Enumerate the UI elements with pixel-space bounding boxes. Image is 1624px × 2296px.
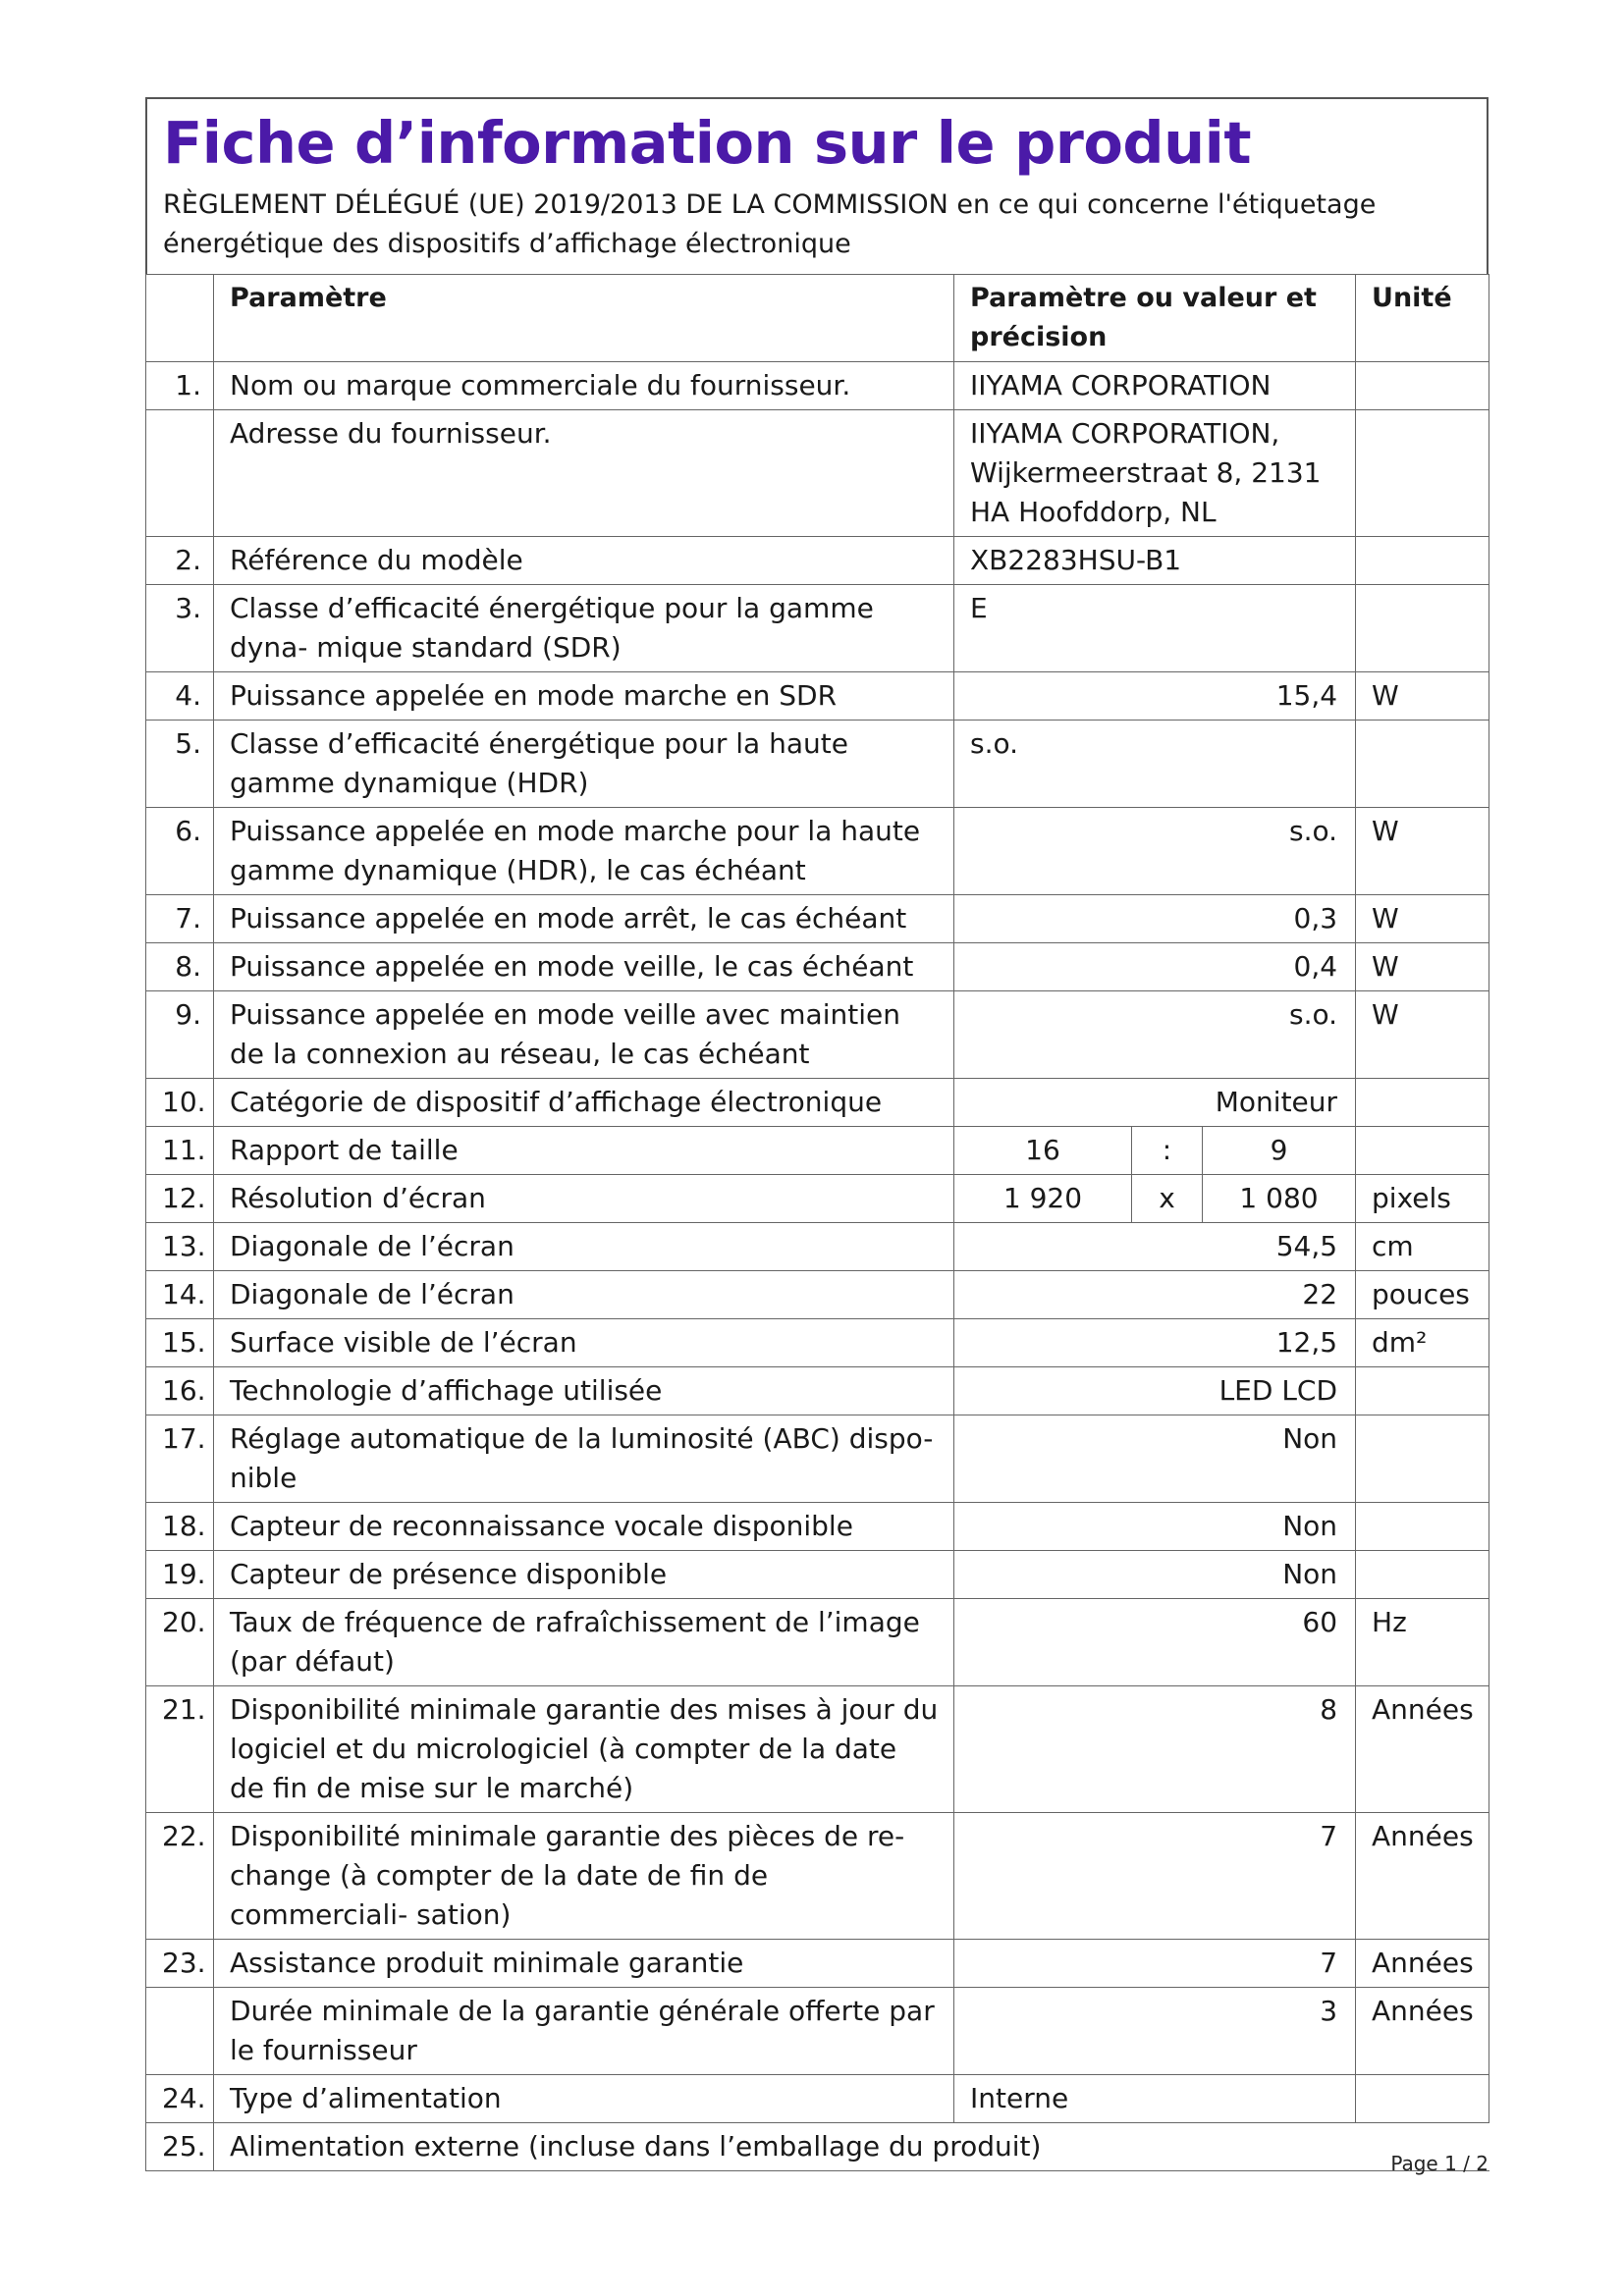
row-value: Interne — [954, 2075, 1356, 2123]
table-row — [146, 2123, 1489, 2171]
table-row — [146, 808, 1489, 895]
table-row — [146, 991, 1489, 1079]
row-parameter: Assistance produit minimale garantie — [214, 1940, 954, 1988]
row-number: 8. — [146, 943, 214, 991]
row-parameter: Capteur de présence disponible — [214, 1551, 954, 1599]
row-unit — [1356, 537, 1489, 585]
table-row — [146, 1415, 1489, 1503]
table-row — [146, 585, 1489, 672]
row-number: 5. — [146, 721, 214, 808]
row-value-first: 1 920 — [954, 1175, 1132, 1223]
table-row — [146, 537, 1489, 585]
row-value: Non — [954, 1551, 1356, 1599]
row-unit: W — [1356, 991, 1489, 1079]
row-unit — [1356, 2075, 1489, 2123]
table-row — [146, 1127, 1489, 1175]
row-unit: W — [1356, 943, 1489, 991]
row-value: 3 — [954, 1988, 1356, 2075]
table-row — [146, 895, 1489, 943]
row-parameter: Nom ou marque commerciale du fournisseur. — [214, 362, 954, 410]
row-number: 18. — [146, 1503, 214, 1551]
row-number: 9. — [146, 991, 214, 1079]
row-unit — [1356, 1127, 1489, 1175]
table-row — [146, 1686, 1489, 1813]
row-parameter: Surface visible de l’écran — [214, 1319, 954, 1367]
row-number: 13. — [146, 1223, 214, 1271]
row-number: 21. — [146, 1686, 214, 1813]
row-number: 17. — [146, 1415, 214, 1503]
row-number: 22. — [146, 1813, 214, 1940]
row-number: 25. — [146, 2123, 214, 2171]
row-unit: Années — [1356, 1686, 1489, 1813]
row-parameter: Classe d’efficacité énergétique pour la gamme dyna- mique standard (SDR) — [214, 585, 954, 672]
row-parameter: Alimentation externe (incluse dans l’emballage du produit) — [214, 2123, 1489, 2171]
table-row — [146, 672, 1489, 721]
row-unit — [1356, 1367, 1489, 1415]
row-parameter: Référence du modèle — [214, 537, 954, 585]
row-parameter: Puissance appelée en mode arrêt, le cas échéant — [214, 895, 954, 943]
row-parameter: Classe d’efficacité énergétique pour la haute gamme dynamique (HDR) — [214, 721, 954, 808]
row-value-separator: x — [1132, 1175, 1203, 1223]
row-parameter: Puissance appelée en mode veille, le cas échéant — [214, 943, 954, 991]
row-parameter: Adresse du fournisseur. — [214, 410, 954, 537]
row-parameter: Catégorie de dispositif d’affichage électronique — [214, 1079, 954, 1127]
row-unit — [1356, 410, 1489, 537]
row-value-second: 1 080 — [1203, 1175, 1356, 1223]
row-value: 60 — [954, 1599, 1356, 1686]
row-parameter: Diagonale de l’écran — [214, 1271, 954, 1319]
row-unit — [1356, 362, 1489, 410]
row-parameter: Durée minimale de la garantie générale offerte par le fournisseur — [214, 1988, 954, 2075]
table-row — [146, 1175, 1489, 1223]
row-number: 6. — [146, 808, 214, 895]
row-unit: Années — [1356, 1988, 1489, 2075]
row-value: 0,4 — [954, 943, 1356, 991]
table-row — [146, 1940, 1489, 1988]
header-param: Paramètre — [214, 275, 954, 362]
product-info-table — [145, 274, 1489, 2171]
row-value: IIYAMA CORPORATION — [954, 362, 1356, 410]
row-parameter: Puissance appelée en mode marche en SDR — [214, 672, 954, 721]
row-unit: Années — [1356, 1940, 1489, 1988]
header-value: Paramètre ou valeur et précision — [954, 275, 1356, 362]
row-parameter: Résolution d’écran — [214, 1175, 954, 1223]
row-unit — [1356, 721, 1489, 808]
row-value-second: 9 — [1203, 1127, 1356, 1175]
row-value: 7 — [954, 1940, 1356, 1988]
row-number: 1. — [146, 362, 214, 410]
row-parameter: Capteur de reconnaissance vocale disponible — [214, 1503, 954, 1551]
row-value: 15,4 — [954, 672, 1356, 721]
row-unit: cm — [1356, 1223, 1489, 1271]
table-row — [146, 410, 1489, 537]
table-row — [146, 362, 1489, 410]
row-value: 0,3 — [954, 895, 1356, 943]
row-value: 54,5 — [954, 1223, 1356, 1271]
table-row — [146, 1319, 1489, 1367]
table-row — [146, 721, 1489, 808]
row-parameter: Type d’alimentation — [214, 2075, 954, 2123]
row-number: 16. — [146, 1367, 214, 1415]
row-value: Non — [954, 1415, 1356, 1503]
row-parameter: Diagonale de l’écran — [214, 1223, 954, 1271]
table-row — [146, 1271, 1489, 1319]
row-value-first: 16 — [954, 1127, 1132, 1175]
row-number: 23. — [146, 1940, 214, 1988]
row-parameter: Technologie d’affichage utilisée — [214, 1367, 954, 1415]
row-unit — [1356, 1551, 1489, 1599]
row-number: 7. — [146, 895, 214, 943]
table-row — [146, 1503, 1489, 1551]
row-parameter: Disponibilité minimale garantie des pièces de re- change (à compter de la date de fin de commerciali- sation) — [214, 1813, 954, 1940]
table-row — [146, 1551, 1489, 1599]
row-number: 4. — [146, 672, 214, 721]
row-value-separator: : — [1132, 1127, 1203, 1175]
row-unit — [1356, 1415, 1489, 1503]
table-row — [146, 1223, 1489, 1271]
table-header-row — [146, 275, 1489, 362]
row-number: 12. — [146, 1175, 214, 1223]
row-parameter: Disponibilité minimale garantie des mises à jour du logiciel et du micrologiciel (à compter de la date de fin de mise sur le marché) — [214, 1686, 954, 1813]
row-parameter: Taux de fréquence de rafraîchissement de l’image (par défaut) — [214, 1599, 954, 1686]
product-info-sheet — [145, 97, 1489, 2171]
row-parameter: Puissance appelée en mode veille avec maintien de la connexion au réseau, le cas échéant — [214, 991, 954, 1079]
header-num — [146, 275, 214, 362]
row-unit: W — [1356, 808, 1489, 895]
row-unit: Hz — [1356, 1599, 1489, 1686]
row-value: s.o. — [954, 808, 1356, 895]
row-value: Non — [954, 1503, 1356, 1551]
regulation-subtitle: RÈGLEMENT DÉLÉGUÉ (UE) 2019/2013 DE LA COMMISSION en ce qui concerne l'étiquetage énergétique des dispositifs d’affichage électronique — [163, 189, 1377, 259]
row-unit: W — [1356, 672, 1489, 721]
row-number: 10. — [146, 1079, 214, 1127]
row-unit: dm² — [1356, 1319, 1489, 1367]
row-number: 15. — [146, 1319, 214, 1367]
row-value: 7 — [954, 1813, 1356, 1940]
table-row — [146, 1079, 1489, 1127]
page-number: Page 1 / 2 — [1390, 2152, 1489, 2175]
table-row — [146, 1367, 1489, 1415]
row-unit: pixels — [1356, 1175, 1489, 1223]
table-row — [146, 1988, 1489, 2075]
row-unit: W — [1356, 895, 1489, 943]
row-unit — [1356, 585, 1489, 672]
row-number: 19. — [146, 1551, 214, 1599]
row-value: IIYAMA CORPORATION, Wijkermeerstraat 8, 2131 HA Hoofddorp, NL — [954, 410, 1356, 537]
page-title: Fiche d’information sur le produit — [163, 109, 1252, 177]
row-parameter: Puissance appelée en mode marche pour la haute gamme dynamique (HDR), le cas échéant — [214, 808, 954, 895]
row-number — [146, 410, 214, 537]
row-number: 20. — [146, 1599, 214, 1686]
row-value: LED LCD — [954, 1367, 1356, 1415]
row-unit — [1356, 1079, 1489, 1127]
row-number: 24. — [146, 2075, 214, 2123]
table-row — [146, 2075, 1489, 2123]
row-unit: pouces — [1356, 1271, 1489, 1319]
row-value: s.o. — [954, 991, 1356, 1079]
table-row — [146, 943, 1489, 991]
row-value: 8 — [954, 1686, 1356, 1813]
row-number: 2. — [146, 537, 214, 585]
row-number: 14. — [146, 1271, 214, 1319]
sheet-header — [145, 97, 1489, 274]
table-row — [146, 1599, 1489, 1686]
row-value: Moniteur — [954, 1079, 1356, 1127]
row-value: s.o. — [954, 721, 1356, 808]
row-number — [146, 1988, 214, 2075]
row-parameter: Rapport de taille — [214, 1127, 954, 1175]
row-number: 3. — [146, 585, 214, 672]
row-value: 22 — [954, 1271, 1356, 1319]
row-parameter: Réglage automatique de la luminosité (ABC) dispo- nible — [214, 1415, 954, 1503]
row-value: 12,5 — [954, 1319, 1356, 1367]
row-value: XB2283HSU-B1 — [954, 537, 1356, 585]
row-unit — [1356, 1503, 1489, 1551]
row-value: E — [954, 585, 1356, 672]
row-number: 11. — [146, 1127, 214, 1175]
table-row — [146, 1813, 1489, 1940]
row-unit: Années — [1356, 1813, 1489, 1940]
header-unit: Unité — [1356, 275, 1489, 362]
